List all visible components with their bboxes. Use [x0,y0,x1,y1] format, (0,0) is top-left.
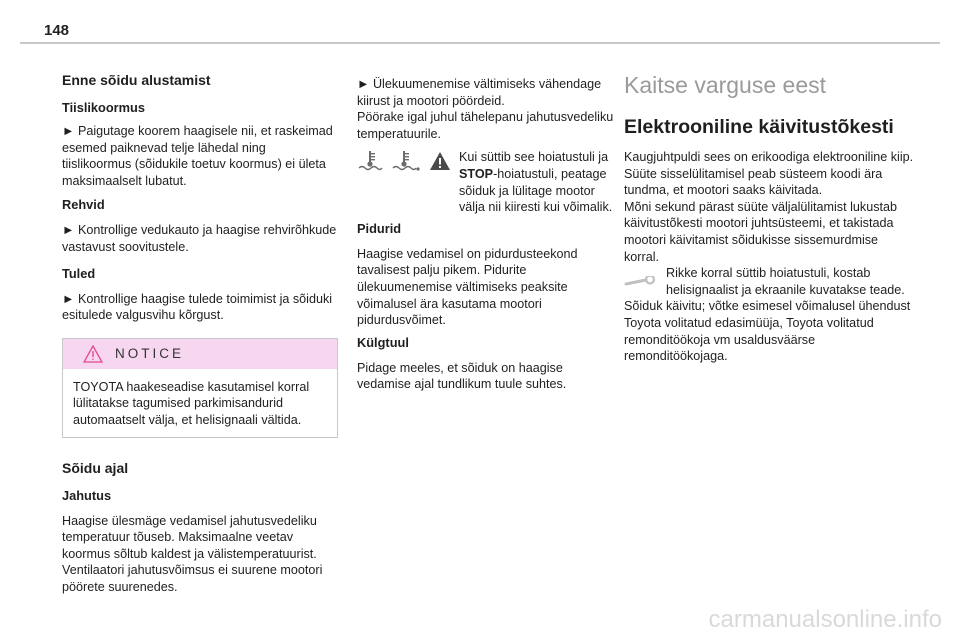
heading-immobiliser: Elektrooniline käivitustõkesti [624,116,894,138]
column-right [624,72,914,365]
warning-text-part-b: -hoiatustuli, peatage sõiduk ja lülitage mootor välja nii kiiresti kui võimalik. [459,166,613,215]
stop-label: STOP [459,166,494,181]
notice-triangle-icon [83,345,103,363]
notice-title: NOTICE [115,346,185,362]
column-middle [357,76,617,393]
notice-text: TOYOTA haakeseadise kasutamisel korral lülitatakse tagumised parkimisandurid automaatselt välja, et helisignaali vältida. [73,379,310,427]
column-left [62,72,338,596]
warning-text-part-a: Kui süttib see hoiatustuli ja [459,150,609,165]
coolant-level-icon [391,150,421,172]
coolant-temp-icon [357,150,383,172]
paragraph-cooling: Haagise ülesmäge vedamisel jahutusvedeliku temperatuur tõuseb. Maksimaalne veetav koormus sõltub kaldest ja välistemperatuurist. Ventilaatori jahutusvõimsus ei suurene mootori pöörete suurenedes. [62,513,323,594]
paragraph-contact-dealer: Sõiduk käivitu; võtke esimesel võimalusel ühendust Toyota volitatud edasimüüja, Toyota volitatud remonditöökoja vm usaldusväärse remonditöökojaga. [624,299,911,364]
wrench-icon [624,265,666,293]
paragraph-immobiliser-chip: Kaugjuhtpuldi sees on erikoodiga elektrooniline kiip. Süüte sisselülitamisel peab süsteem koodi ära tundma, et mootori saaks käivitada. [624,150,914,198]
fault-row [624,265,914,298]
subheading-brakes: Pidurid [357,220,402,236]
heading-while-driving: Sõidu ajal [62,459,129,476]
page-number: 148 [44,22,70,39]
warning-triangle-icon [429,151,451,171]
paragraph-fault: Rikke korral süttib hoiatustuli, kostab helisignaalist ja ekraanile kuvatakse teade. [666,266,905,297]
heading-before-driving: Enne sõidu alustamist [62,72,211,88]
warning-lamp-row [357,150,617,215]
notice-header [63,339,337,369]
paragraph-tyres: ► Kontrollige vedukauto ja haagise rehvirõhkude vastavust soovitustele. [62,223,337,254]
notice-box [62,338,338,438]
subheading-tongue-load: Tiislikoormus [62,100,145,115]
warning-lamp-text [459,149,617,215]
section-title: Kaitse varguse eest [624,72,827,98]
paragraph-lights: ► Kontrollige haagise tulede toimimist ja sõiduki esitulede valgusvihu kõrgust. [62,291,333,323]
subheading-cooling: Jahutus [62,487,112,503]
subheading-tyres: Rehvid [62,197,105,213]
subheading-lights: Tuled [62,265,96,281]
paragraph-brakes: Haagise vedamisel on pidurdusteekond tavalisest palju pikem. Pidurite ülekuumenemise vältimiseks peaksite võimalusel ära kasutama mootori pidurdusvõimet. [357,246,578,328]
paragraph-crosswind: Pidage meeles, et sõiduk on haagise vedamise ajal tundlikum tuule suhtes. [357,360,567,392]
watermark: carmanualsonline.info [708,606,942,633]
paragraph-reduce-speed: ► Ülekuumenemise vältimiseks vähendage kiirust ja mootori pöördeid. [357,77,602,108]
paragraph-tongue-load: ► Paigutage koorem haagisele nii, et raskeimad esemed paiknevad telje lähedal ning tiislikoormus (sõidukile toetuv koormus) ei ületa maksimaalselt lubatut. [62,124,333,188]
header-divider [20,42,940,44]
paragraph-immobiliser-lock: Mõni sekund pärast süüte väljalülitamist lukustab käivitustõkesti mootori juhtsüsteemi, et takistada mootori käivitamist sõidukisse sissemurdmise korral. [624,199,898,264]
paragraph-watch-temperature: Pöörake igal juhul tähelepanu jahutusvedeliku temperatuurile. [357,110,614,141]
subheading-crosswind: Külgtuul [357,334,409,350]
